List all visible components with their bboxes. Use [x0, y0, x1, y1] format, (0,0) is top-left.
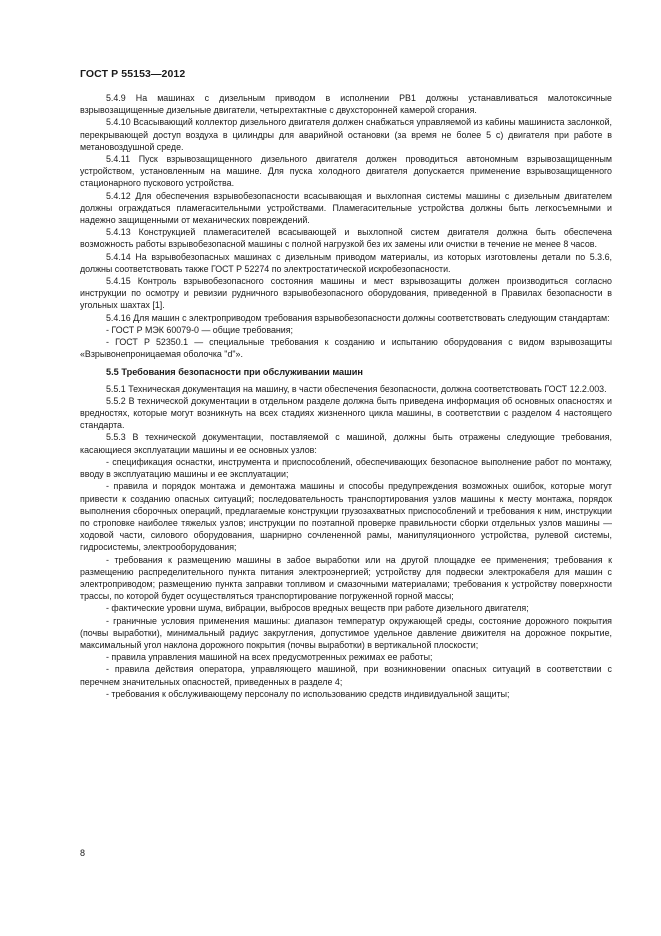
list-item: - правила и порядок монтажа и демонтажа машины и способы предупреждения возможных ошибок, которые могут привести к созданию опасных ситуаций; последовательность транспортирования узлов машины к месту монтажа, порядок выполнения сборочных операций, предлагаемые конструкции грузозахватных приспособлений и требования к ним, инструкции по строповке наиболее тяжелых узлов; инструкции по поэтапной проверке правильности сборки отдельных узлов машины — ходовой части, силового оборудования, шарнирно сочлененной рамы, манипуляционного устройства, рулевой системы, гидросистемы, электрооборудования;	[80, 481, 612, 553]
paragraph-5-4-10: 5.4.10 Всасывающий коллектор дизельного двигателя должен снабжаться управляемой из кабины машиниста заслонкой, перекрывающей доступ воздуха в цилиндры для аварийной остановки (за время не более 5 с) двигателя при работе в метановоздушной среде.	[80, 117, 612, 152]
paragraph-5-5-3: 5.5.3 В технической документации, поставляемой с машиной, должны быть отражены следующие требования, касающиеся эксплуатации машины и ее основных узлов:	[80, 432, 612, 455]
paragraph-5-4-11: 5.4.11 Пуск взрывозащищенного дизельного двигателя должен проводиться автономным взрывозащищенным устройством, установленным на машине. Для пуска холодного двигателя допускается применение взрывозащищенного стационарного пускового устройства.	[80, 154, 612, 189]
document-body	[80, 92, 612, 700]
list-item: - фактические уровни шума, вибрации, выбросов вредных веществ при работе дизельного двигателя;	[106, 603, 529, 614]
paragraph-5-4-12: 5.4.12 Для обеспечения взрывобезопасности всасывающая и выхлопная системы машины с дизельным двигателем должны ограждаться пламегасительными устройствами. Пламегасительные устройства должны быть легкосъемными и надежно защищенными от механических повреждений.	[80, 190, 612, 226]
list-item: - граничные условия применения машины: диапазон температур окружающей среды, состояние дорожного покрытия (почвы выработки), минимальный радиус закругления, допустимое удельное давление движителя на дорожное покрытие, максимальный угол наклона дорожного покрытия (почвы выработки) в вертикальной плоскости;	[80, 615, 612, 650]
list-item: - правила управления машиной на всех предусмотренных режимах ее работы;	[106, 652, 433, 663]
list-item: - правила действия оператора, управляющего машиной, при возникновении опасных ситуаций в соответствии с перечнем значительных опасностей, приведенных в разделе 4;	[80, 664, 612, 687]
list-item: - спецификация оснастки, инструмента и приспособлений, обеспечивающих безопасное выполнение работ по монтажу, вводу в эксплуатацию машины и ее эксплуатации;	[80, 456, 612, 480]
document-header: ГОСТ Р 55153—2012	[80, 68, 186, 80]
paragraph-5-4-13: 5.4.13 Конструкцией пламегасителей всасывающей и выхлопной систем двигателя должна быть обеспечена возможность работы взрывобезопасной машины с полной нагрузкой без их замены или очистки в течение не менее 8 часов.	[80, 227, 612, 250]
paragraph-5-4-15: 5.4.15 Контроль взрывобезопасного состояния машины и мест взрывозащиты должен производиться согласно инструкции по осмотру и ревизии рудничного взрывобезопасного оборудования, приведенной в Правилах безопасности в угольных шахтах [1].	[80, 276, 612, 311]
list-item: - требования к размещению машины в забое выработки или на другой площадке ее применения; требования к размещению распределительного пункта питания электроэнергией; устройству для подвески электрокабеля для машин с электроприводом; размещению пункта заправки топливом и смазочными материалами; требования к устройству поверхности трассы, по которой будет осуществляться транспортирование погруженной горной массы;	[80, 554, 612, 602]
paragraph-5-4-9: 5.4.9 На машинах с дизельным приводом в исполнении РВ1 должны устанавливаться малотоксичные взрывозащищенные дизельные двигатели, четырехтактные с двухсторонней камерой сгорания.	[80, 93, 612, 116]
paragraph-5-5-1: 5.5.1 Техническая документация на машину, в части обеспечения безопасности, должна соответствовать ГОСТ 12.2.003.	[106, 383, 607, 394]
section-heading: 5.5 Требования безопасности при обслуживании машин	[106, 367, 363, 378]
paragraph-5-5-2: 5.5.2 В технической документации в отдельном разделе должна быть приведена информация об основных опасностях и вредностях, которые могут возникнуть на всех стадиях жизненного цикла машины, в соответствии с разделом 4 настоящего стандарта.	[80, 395, 612, 431]
list-item: - ГОСТ Р МЭК 60079-0 — общие требования;	[106, 324, 294, 335]
list-item: - ГОСТ Р 52350.1 — специальные требования к созданию и испытанию оборудования с видом взрывозащиты «Взрывонепроницаемая оболочка "d"».	[80, 337, 612, 360]
paragraph-5-4-14: 5.4.14 На взрывобезопасных машинах с дизельным приводом материалы, из которых изготовлены детали по 5.3.6, должны соответствовать также ГОСТ Р 52274 по электростатической искробезопасности.	[80, 251, 612, 274]
page-number: 8	[80, 848, 86, 858]
paragraph-5-4-16: 5.4.16 Для машин с электроприводом требования взрывобезопасности должны соответствовать следующим стандартам:	[106, 312, 610, 323]
list-item: - требования к обслуживающему персоналу по использованию средств индивидуальной защиты;	[106, 688, 510, 699]
